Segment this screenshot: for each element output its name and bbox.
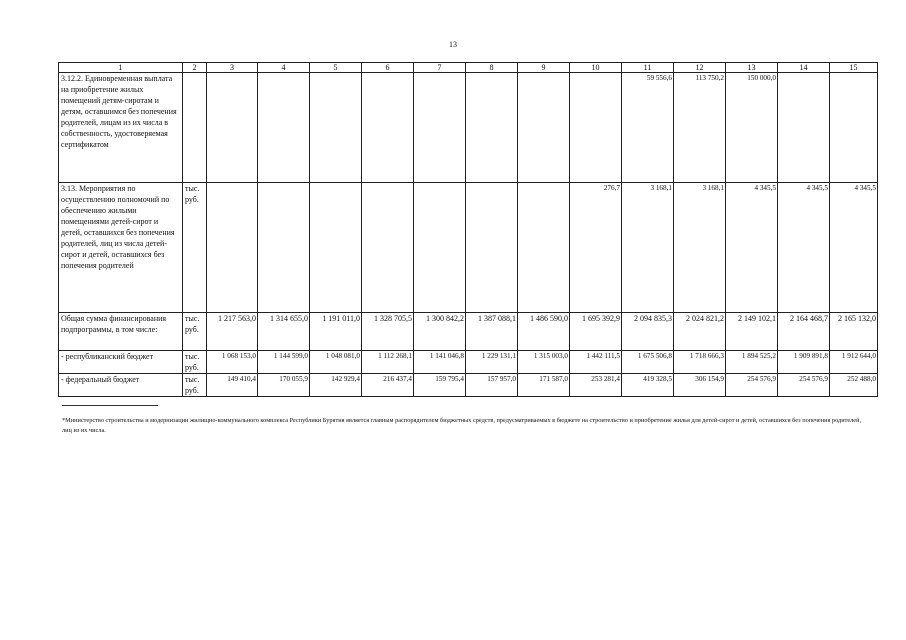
value-cell: 1 112 268,1 [362, 351, 414, 374]
value-cell [518, 73, 570, 183]
value-cell: 171 587,0 [518, 374, 570, 397]
value-cell: 59 556,6 [622, 73, 674, 183]
value-cell [778, 73, 830, 183]
value-cell [362, 73, 414, 183]
page-number: 13 [449, 40, 457, 49]
row-name-cell: Общая сумма финансирования подпрограммы, в том числе: [59, 313, 183, 351]
column-header: 14 [778, 63, 830, 73]
row-name-cell: 3.12.2. Единовременная выплата на приобретение жилых помещений детям-сиротам и детям, оставшимся без попечения родителей, лицам из их числа в собственность, удостоверяемая сертификатом [59, 73, 183, 183]
value-cell: 276,7 [570, 183, 622, 313]
value-cell: 254 576,9 [778, 374, 830, 397]
column-header: 15 [830, 63, 878, 73]
column-header: 12 [674, 63, 726, 73]
column-header: 11 [622, 63, 674, 73]
table-row [59, 73, 878, 183]
value-cell [258, 183, 310, 313]
footnote: *Министерство строительства и модернизации жилищно-коммунального комплекса Республики Бурятия является главным распорядителем бюджетных средств, предусматриваемых в бюджете на строительство и приобретение жилья для детей-сирот и детей, оставшихся без попечения родителей, лиц из их числа. [62, 417, 862, 434]
table-row [59, 374, 878, 397]
value-cell: 4 345,5 [726, 183, 778, 313]
value-cell: 142 929,4 [310, 374, 362, 397]
value-cell: 1 909 891,8 [778, 351, 830, 374]
row-name-cell: - республиканский бюджет [59, 351, 183, 374]
value-cell: 157 957,0 [466, 374, 518, 397]
value-cell: 1 068 153,0 [207, 351, 258, 374]
value-cell: 150 000,0 [726, 73, 778, 183]
value-cell: 1 695 392,9 [570, 313, 622, 351]
budget-table [58, 62, 878, 397]
value-cell: 2 165 132,0 [830, 313, 878, 351]
row-unit-cell: тыс. руб. [183, 374, 207, 397]
value-cell: 1 144 599,0 [258, 351, 310, 374]
column-header: 1 [59, 63, 183, 73]
row-name-cell: - федеральный бюджет [59, 374, 183, 397]
table-header-row [59, 63, 878, 73]
value-cell: 1 328 705,5 [362, 313, 414, 351]
row-unit-cell: тыс. руб. [183, 313, 207, 351]
value-cell: 1 217 563,0 [207, 313, 258, 351]
value-cell [207, 73, 258, 183]
column-header: 13 [726, 63, 778, 73]
value-cell [258, 73, 310, 183]
value-cell: 2 149 102,1 [726, 313, 778, 351]
column-header: 8 [466, 63, 518, 73]
value-cell: 1 894 525,2 [726, 351, 778, 374]
value-cell: 306 154,9 [674, 374, 726, 397]
value-cell [570, 73, 622, 183]
value-cell: 170 055,9 [258, 374, 310, 397]
footnote-rule [62, 405, 158, 406]
value-cell: 1 141 046,8 [414, 351, 466, 374]
column-header: 3 [207, 63, 258, 73]
value-cell [362, 183, 414, 313]
column-header: 5 [310, 63, 362, 73]
column-header: 6 [362, 63, 414, 73]
value-cell: 1 048 081,0 [310, 351, 362, 374]
value-cell: 1 387 088,1 [466, 313, 518, 351]
value-cell: 419 328,5 [622, 374, 674, 397]
column-header: 10 [570, 63, 622, 73]
value-cell [414, 73, 466, 183]
value-cell: 4 345,5 [778, 183, 830, 313]
value-cell: 216 437,4 [362, 374, 414, 397]
value-cell [466, 183, 518, 313]
row-unit-cell: тыс. руб. [183, 351, 207, 374]
value-cell: 1 314 655,0 [258, 313, 310, 351]
value-cell [518, 183, 570, 313]
value-cell: 254 576,9 [726, 374, 778, 397]
value-cell: 1 912 644,0 [830, 351, 878, 374]
value-cell: 1 675 506,8 [622, 351, 674, 374]
value-cell: 159 795,4 [414, 374, 466, 397]
row-unit-cell [183, 73, 207, 183]
value-cell [207, 183, 258, 313]
value-cell: 1 300 842,2 [414, 313, 466, 351]
value-cell [310, 183, 362, 313]
value-cell: 149 410,4 [207, 374, 258, 397]
value-cell: 1 486 590,0 [518, 313, 570, 351]
value-cell: 1 442 111,5 [570, 351, 622, 374]
column-header: 9 [518, 63, 570, 73]
column-header: 4 [258, 63, 310, 73]
value-cell [414, 183, 466, 313]
column-header: 2 [183, 63, 207, 73]
column-header: 7 [414, 63, 466, 73]
row-unit-cell: тыс. руб. [183, 183, 207, 313]
value-cell: 3 168,1 [622, 183, 674, 313]
value-cell [466, 73, 518, 183]
row-name-cell: 3.13. Мероприятия по осуществлению полномочий по обеспечению жилыми помещениями детей-сирот и детей, оставшихся без попечения родителей, лиц из числа детей-сирот и детей, оставшихся без попечения родителей [59, 183, 183, 313]
value-cell: 4 345,5 [830, 183, 878, 313]
value-cell: 2 024 821,2 [674, 313, 726, 351]
value-cell: 252 488,0 [830, 374, 878, 397]
value-cell: 253 281,4 [570, 374, 622, 397]
table-row [59, 313, 878, 351]
value-cell: 1 191 011,0 [310, 313, 362, 351]
value-cell: 1 315 003,0 [518, 351, 570, 374]
value-cell [830, 73, 878, 183]
value-cell: 2 094 835,3 [622, 313, 674, 351]
value-cell: 113 750,2 [674, 73, 726, 183]
value-cell: 1 718 666,3 [674, 351, 726, 374]
table-row [59, 351, 878, 374]
value-cell: 2 164 468,7 [778, 313, 830, 351]
value-cell: 3 168,1 [674, 183, 726, 313]
value-cell: 1 229 131,1 [466, 351, 518, 374]
table-row [59, 183, 878, 313]
value-cell [310, 73, 362, 183]
